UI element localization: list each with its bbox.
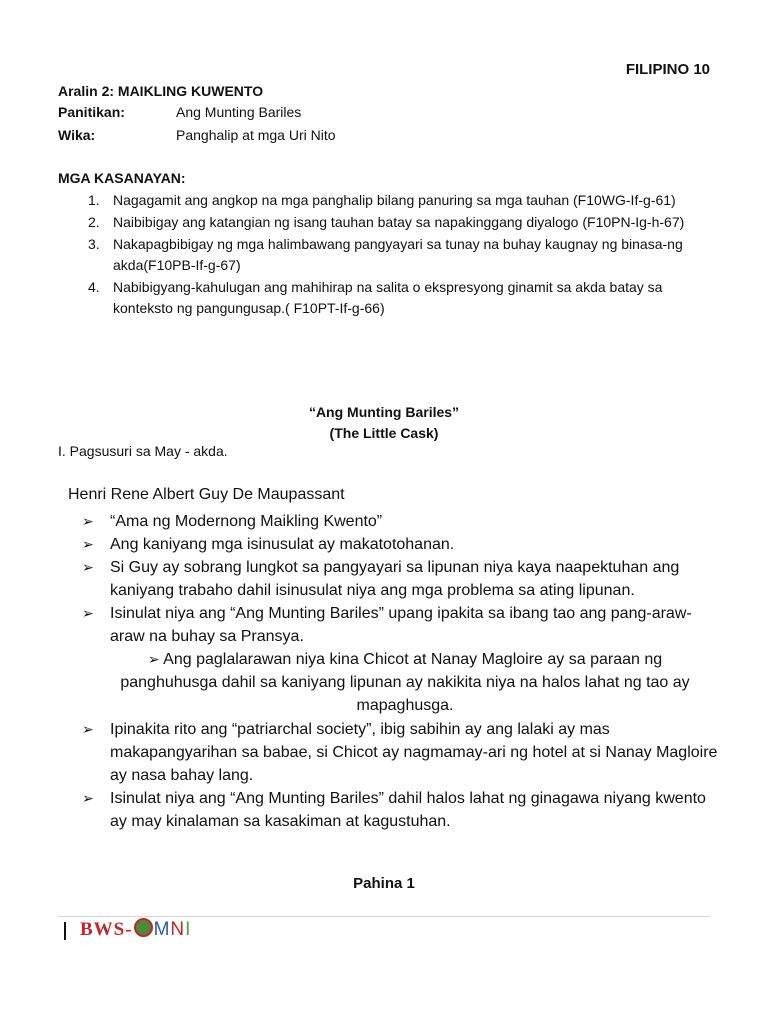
page-number: Pahina 1 — [353, 875, 415, 892]
bullet-text: Isinulat niya ang “Ang Munting Bariles” dahil halos lahat ng ginagawa niyang kwento ay may kinalaman sa kasakiman at kagustuhan. — [110, 790, 706, 830]
story-title: “Ang Munting Bariles” — [308, 404, 460, 420]
sub-bullet — [100, 648, 710, 717]
meta-row-panitikan — [58, 104, 301, 120]
bullet-text: Ang kaniyang mga isinusulat ay makatotohanan. — [110, 536, 455, 553]
meta-value: Panghalip at mga Uri Nito — [176, 127, 336, 143]
footer-divider — [58, 916, 710, 917]
author-name: Henri Rene Albert Guy De Maupassant — [68, 486, 345, 503]
meta-key: Wika: — [58, 127, 96, 143]
skill-item — [58, 234, 708, 276]
author-bullets — [58, 510, 718, 648]
lesson-title: Aralin 2: MAIKLING KUWENTO — [58, 83, 264, 99]
brand-dash: - — [125, 919, 133, 940]
skill-number: 4. — [88, 279, 100, 295]
meta-row-wika — [58, 127, 336, 143]
skill-number: 3. — [88, 236, 100, 252]
bullet-item — [58, 556, 718, 602]
emblem-icon — [134, 918, 153, 937]
bullet-text: Si Guy ay sobrang lungkot sa pangyayari sa lipunan niya kaya naapektuhan ang kaniyang trabaho dahil isinusulat niya ang mga problema sa ating lipunan. — [110, 559, 680, 599]
course-label: FILIPINO 10 — [625, 61, 710, 78]
bullet-item — [58, 718, 718, 787]
meta-value: Ang Munting Bariles — [176, 104, 302, 120]
skill-number: 2. — [88, 214, 100, 230]
skill-item — [58, 277, 708, 319]
sub-bullet-text: Ang paglalarawan niya kina Chicot at Nanay Magloire ay sa paraan ng panghuhusga dahil sa kaniyang lipunan ay nakikita niya na halos lahat ng tao ay mapaghusga. — [120, 651, 690, 714]
arrow-bullet-icon: ➢ — [82, 790, 94, 806]
skill-text: Nabibigyang-kahulugan ang mahihirap na salita o ekspresyong ginamit sa akda batay sa konteksto ng pangungusap.( F10PT-If-g-66) — [113, 279, 663, 316]
brand-bws: BWS — [80, 919, 126, 940]
bullet-text: “Ama ng Modernong Maikling Kwento” — [110, 513, 383, 530]
arrow-bullet-icon: ➢ — [82, 721, 94, 737]
skill-text: Nakapagbibigay ng mga halimbawang pangyayari sa tunay na buhay kaugnay ng binasa-ng akda(F10PB-If-g-67) — [113, 236, 683, 273]
skill-text: Naibibigay ang katangian ng isang tauhan batay sa napakinggang diyalogo (F10PN-Ig-h-67) — [113, 214, 685, 230]
arrow-bullet-icon: ➢ — [82, 605, 94, 621]
brand-n: N — [170, 919, 186, 940]
skill-item — [58, 212, 708, 233]
arrow-bullet-icon: ➢ — [82, 559, 94, 575]
skill-text: Nagagamit ang angkop na mga panghalip bilang panuring sa mga tauhan (F10WG-If-g-61) — [113, 192, 676, 208]
brand-m: M — [153, 919, 171, 940]
footer-bar — [64, 922, 66, 940]
brand-logo — [80, 918, 191, 941]
bullet-text: Isinulat niya ang “Ang Munting Bariles” upang ipakita sa ibang tao ang pang-araw-araw na buhay sa Pransya. — [110, 605, 692, 645]
skill-item — [58, 190, 708, 211]
story-subtitle: (The Little Cask) — [329, 425, 439, 441]
arrow-bullet-icon: ➢ — [82, 536, 94, 552]
author-bullets-after — [58, 718, 718, 833]
skills-list — [58, 190, 708, 320]
brand-i: I — [185, 919, 192, 940]
arrow-bullet-icon: ➢ — [82, 513, 94, 529]
bullet-item — [58, 602, 718, 648]
bullet-item — [58, 787, 718, 833]
skills-heading: MGA KASANAYAN: — [58, 170, 186, 186]
bullet-text: Ipinakita rito ang “patriarchal society”, ibig sabihin ay ang lalaki ay mas makapangyarihan sa babae, si Chicot ay nagmamay-ari ng hotel at si Nanay Magloire ay nasa bahay lang. — [110, 721, 718, 784]
bullet-item — [58, 510, 718, 533]
skill-number: 1. — [88, 192, 100, 208]
bullet-item — [58, 533, 718, 556]
section-label: I. Pagsusuri sa May - akda. — [58, 443, 228, 459]
arrow-bullet-icon: ➢ — [147, 651, 160, 667]
meta-key: Panitikan: — [58, 104, 125, 120]
